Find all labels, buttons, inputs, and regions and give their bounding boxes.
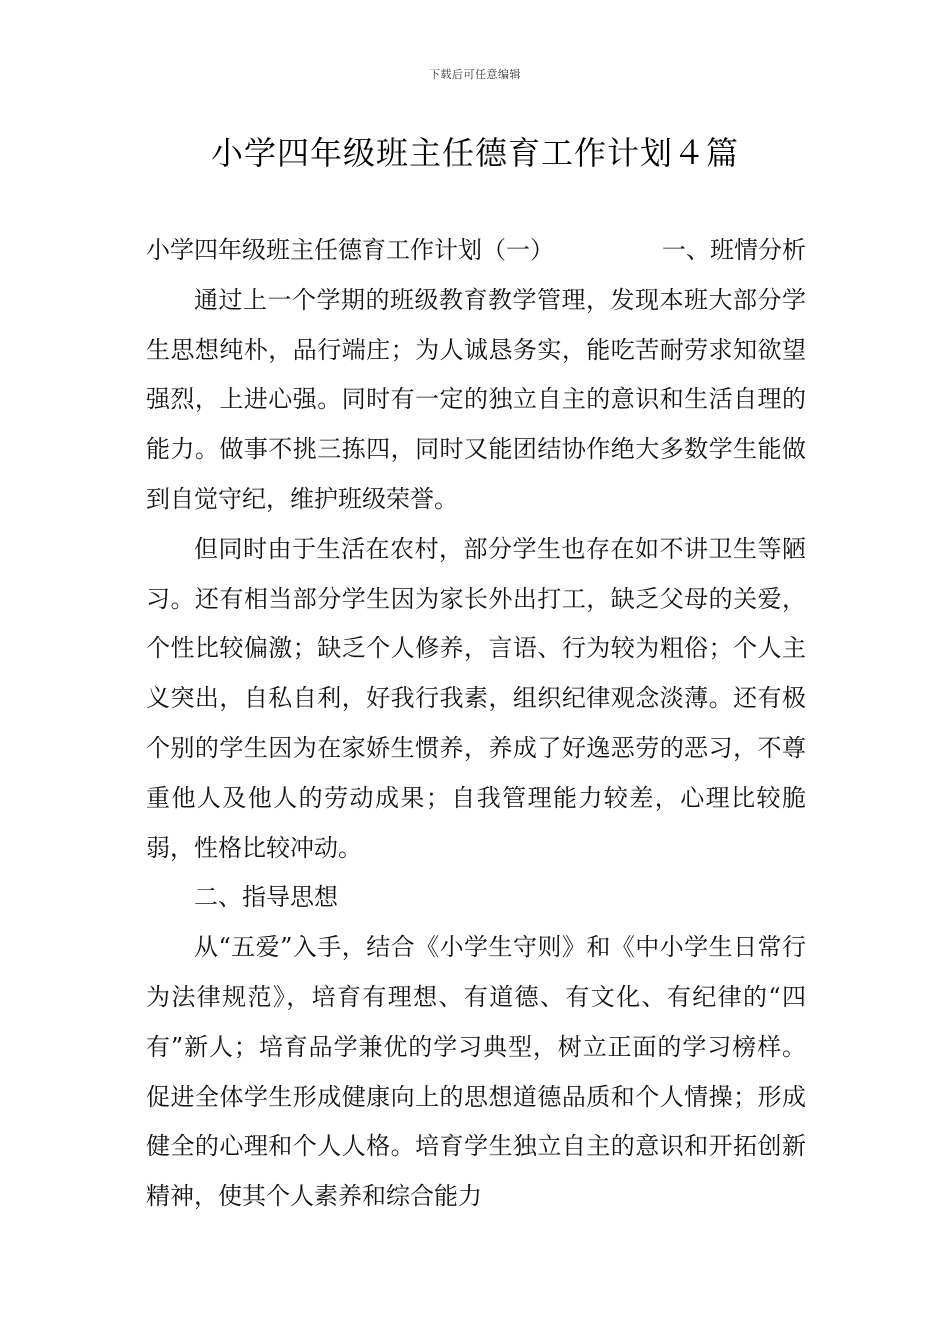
- document-title: 小学四年级班主任德育工作计划４篇: [210, 134, 739, 172]
- paragraph-class-analysis-2: 但同时由于生活在农村，部分学生也存在如不讲卫生等陋习。还有相当部分学生因为家长外出打工，缺乏父母的关爱，个性比较偏激；缺乏个人修养，言语、行为较为粗俗；个人主义突出，自私自利，好我行我素，组织纪律观念淡薄。还有极个别的学生因为在家娇生惯养，养成了好逸恶劳的恶习，不尊重他人及他人的劳动成果；自我管理能力较差，心理比较脆弱，性格比较冲动。: [146, 534, 806, 862]
- section-heading-2: 二、指导思想: [194, 883, 338, 912]
- document-body: [146, 226, 806, 1222]
- section-heading-1: 一、班情分析: [662, 236, 806, 264]
- subtitle-line: [146, 226, 806, 276]
- paragraph-class-analysis-1: 通过上一个学期的班级教育教学管理，发现本班大部分学生思想纯朴，品行端庄；为人诚恳务实，能吃苦耐劳求知欲望强烈，上进心强。同时有一定的独立自主的意识和生活自理的能力。做事不挑三拣四，同时又能团结协作绝大多数学生能做到自觉守纪，维护班级荣誉。: [146, 285, 806, 513]
- plan-subtitle: 小学四年级班主任德育工作计划（一）: [146, 236, 554, 264]
- header-note: 下载后可任意编辑: [429, 68, 521, 81]
- paragraph-guiding-thought: 从“五爱”入手，结合《小学生守则》和《中小学生日常行为法律规范》，培育有理想、有道德、有文化、有纪律的“四有”新人；培育品学兼优的学习典型，树立正面的学习榜样。促进全体学生形成健康向上的思想道德品质和个人情操；形成健全的心理和个人人格。培育学生独立自主的意识和开拓创新精神，使其个人素养和综合能力: [146, 933, 806, 1211]
